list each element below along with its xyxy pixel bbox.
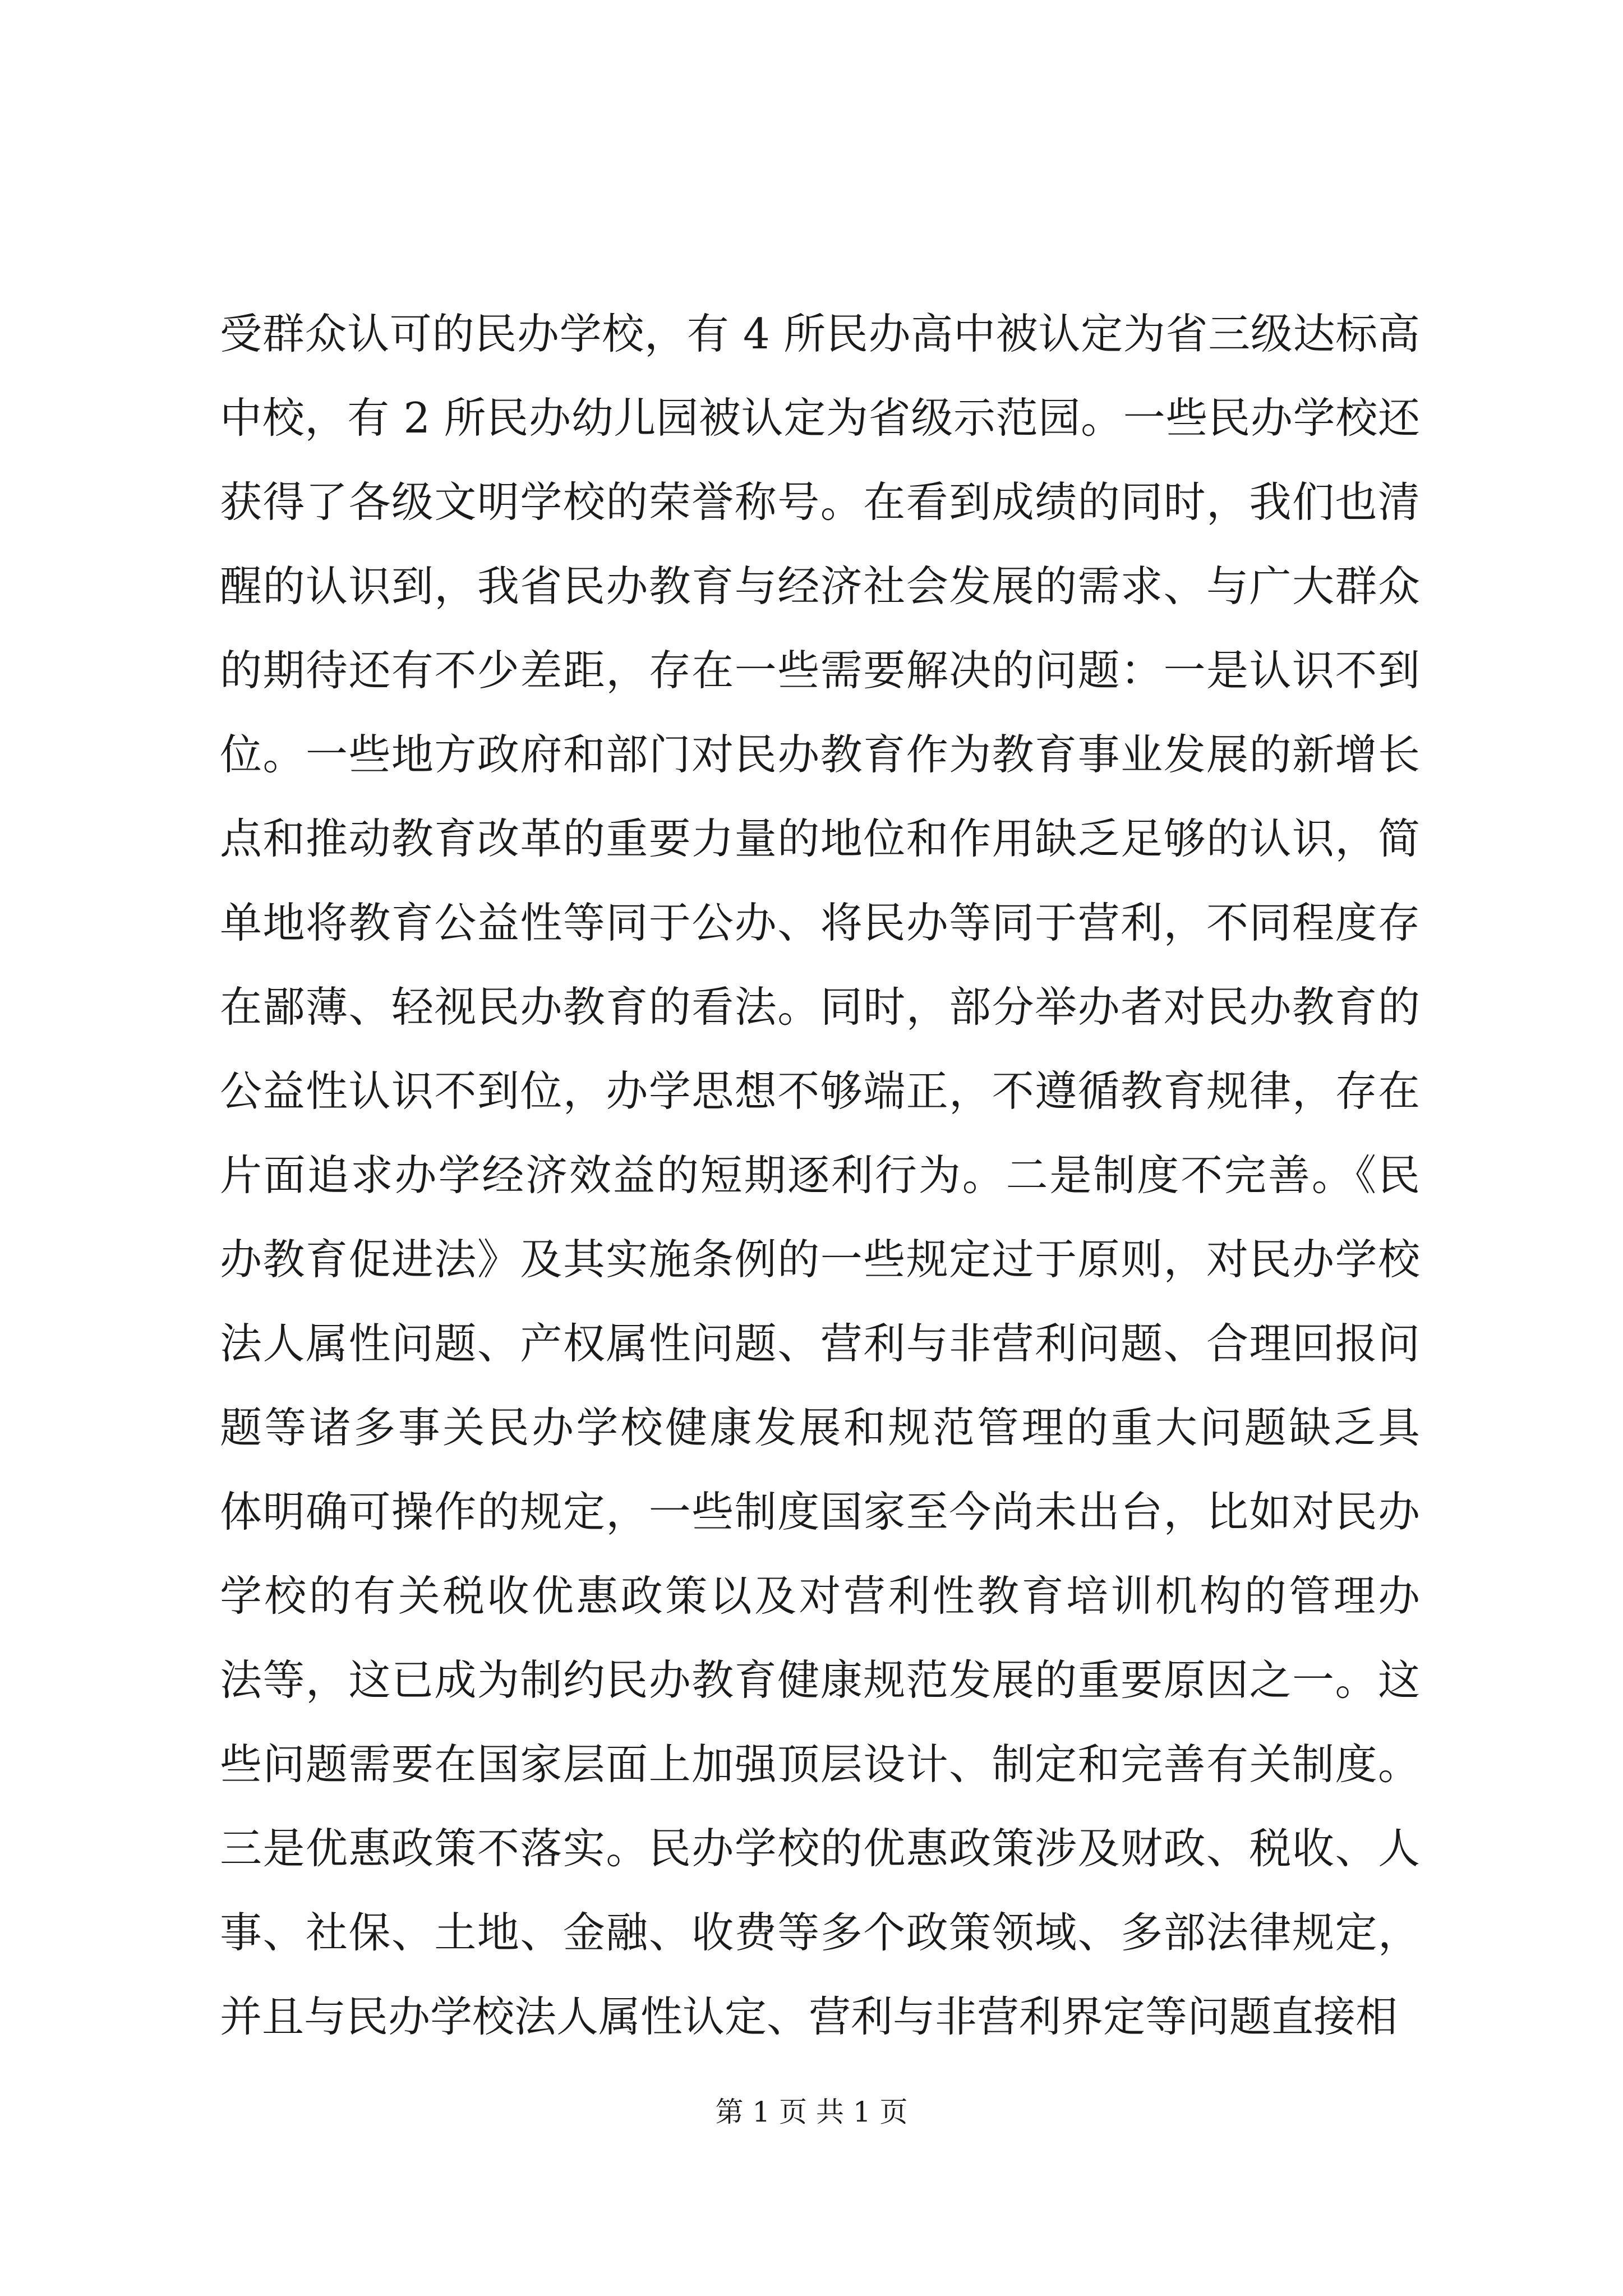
text-line: 并且与民办学校法人属性认定、营利与非营利界定等问题直接相 xyxy=(220,1992,1398,2041)
page-number-footer: 第 1 页 共 1 页 xyxy=(715,2096,908,2128)
text-line: 受群众认可的民办学校，有 4 所民办高中被认定为省三级达标高 xyxy=(220,309,1420,358)
text-line: 片面追求办学经济效益的短期逐利行为。二是制度不完善。《民 xyxy=(220,1151,1420,1200)
text-line: 在鄙薄、轻视民办教育的看法。同时，部分举办者对民办教育的 xyxy=(220,982,1420,1032)
text-line: 醒的认识到，我省民办教育与经济社会发展的需求、与广大群众 xyxy=(220,562,1420,611)
text-line: 学校的有关税收优惠政策以及对营利性教育培训机构的管理办 xyxy=(220,1571,1420,1621)
text-line: 获得了各级文明学校的荣誉称号。在看到成绩的同时，我们也清 xyxy=(220,477,1420,527)
body-paragraph xyxy=(220,292,1420,2059)
text-line: 事、社保、土地、金融、收费等多个政策领域、多部法律规定， xyxy=(220,1908,1420,1957)
text-line: 单地将教育公益性等同于公办、将民办等同于营利，不同程度存 xyxy=(220,898,1420,947)
text-line: 些问题需要在国家层面上加强顶层设计、制定和完善有关制度。 xyxy=(220,1740,1420,1789)
text-line: 体明确可操作的规定，一些制度国家至今尚未出台，比如对民办 xyxy=(220,1487,1420,1536)
text-line: 点和推动教育改革的重要力量的地位和作用缺乏足够的认识，简 xyxy=(220,814,1420,863)
text-line: 公益性认识不到位，办学思想不够端正，不遵循教育规律，存在 xyxy=(220,1066,1420,1116)
text-line: 位。一些地方政府和部门对民办教育作为教育事业发展的新增长 xyxy=(220,730,1420,779)
text-line: 题等诸多事关民办学校健康发展和规范管理的重大问题缺乏具 xyxy=(220,1403,1420,1452)
text-line: 三是优惠政策不落实。民办学校的优惠政策涉及财政、税收、人 xyxy=(220,1824,1420,1873)
text-line: 法人属性问题、产权属性问题、营利与非营利问题、合理回报问 xyxy=(220,1319,1420,1368)
text-line: 办教育促进法》及其实施条例的一些规定过于原则，对民办学校 xyxy=(220,1235,1420,1284)
text-line: 中校，有 2 所民办幼儿园被认定为省级示范园。一些民办学校还 xyxy=(220,393,1420,443)
text-line: 的期待还有不少差距，存在一些需要解决的问题：一是认识不到 xyxy=(220,646,1420,695)
text-line: 法等，这已成为制约民办教育健康规范发展的重要原因之一。这 xyxy=(220,1655,1420,1705)
